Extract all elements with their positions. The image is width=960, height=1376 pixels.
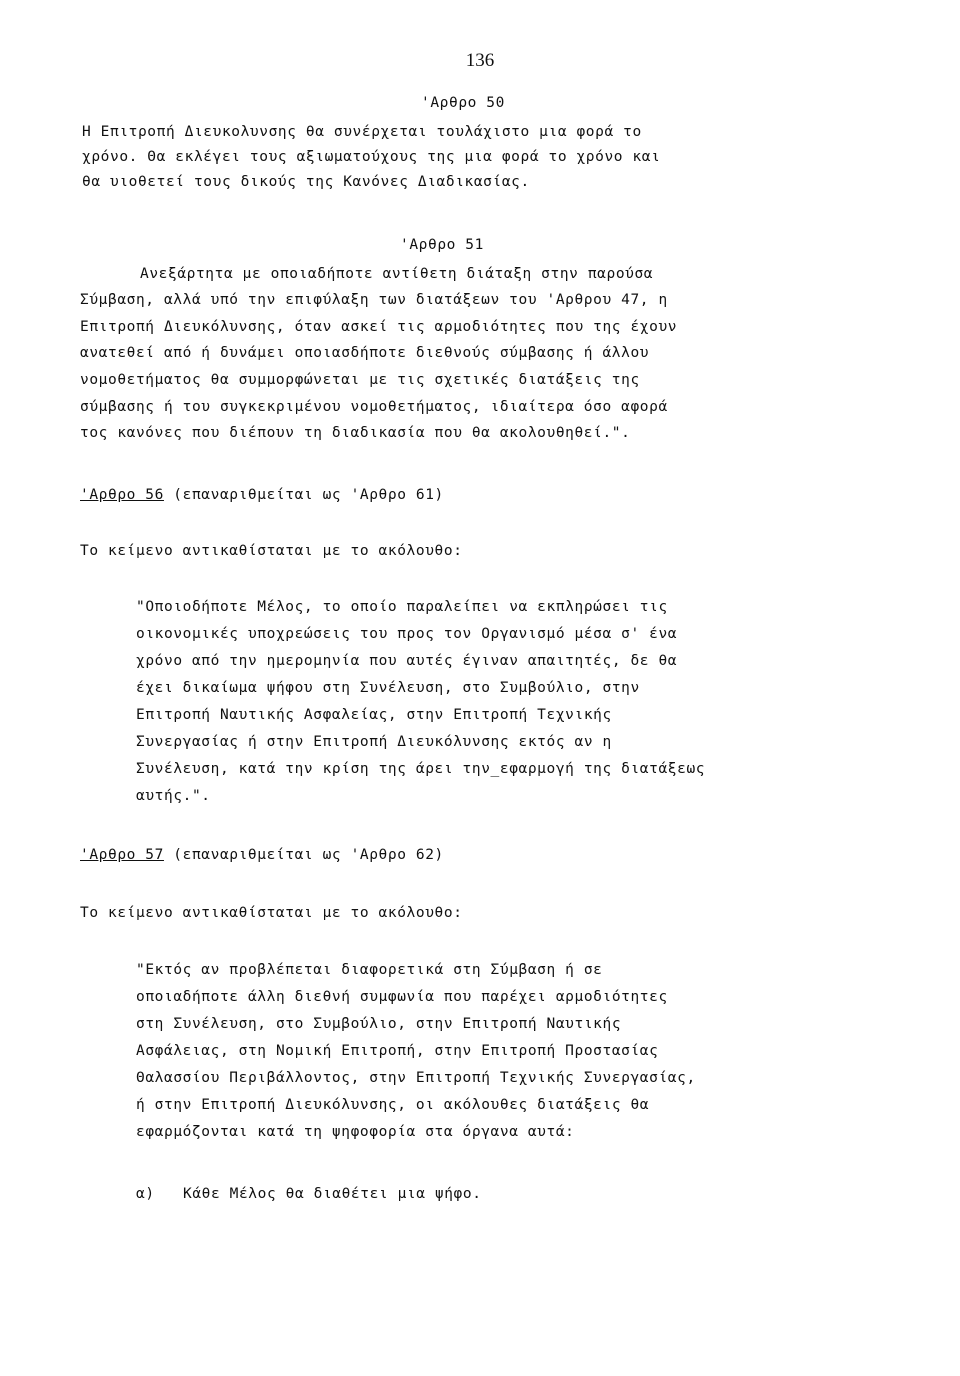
article-51-line: Επιτροπή Διευκόλυνσης, όταν ασκεί τις αρμοδιότητες που της έχουν (80, 319, 678, 335)
article-57-line: "Εκτός αν προβλέπεται διαφορετικά στη Σύμβαση ή σε (136, 962, 603, 978)
article-51-line: ανατεθεί από ή δυνάμει οποιασδήποτε διεθνούς σύμβασης ή άλλου (80, 345, 650, 361)
article-57-heading-rest: (επαναριθμείται ως 'Αρθρο 62) (163, 847, 444, 863)
article-56-line: Επιτροπή Ναυτικής Ασφαλείας, στην Επιτροπή Τεχνικής (136, 707, 612, 723)
article-57-line: Θαλασσίου Περιβάλλοντος, στην Επιτροπή Τεχνικής Συνεργασίας, (136, 1070, 696, 1086)
article-56-line: χρόνο από την ημερομηνία που αυτές έγιναν απαιτητές, δε θα (136, 653, 678, 669)
article-51-line: τος κανόνες που διέπουν τη διαδικασία που θα ακολουθηθεί.". (80, 425, 631, 441)
article-50-line: Η Επιτροπή Διευκολυνσης θα συνέρχεται τουλάχιστο μια φορά το (82, 124, 642, 140)
article-57-heading-label: 'Αρθρο 57 (80, 847, 164, 863)
article-57-line: ή στην Επιτροπή Διευκόλυνσης, οι ακόλουθες διατάξεις θα (136, 1097, 650, 1113)
article-57-line: Ασφάλειας, στη Νομική Επιτροπή, στην Επιτροπή Προστασίας (136, 1043, 659, 1059)
page-number: 136 (465, 50, 495, 71)
article-57-line: στη Συνέλευση, στο Συμβούλιο, στην Επιτροπή Ναυτικής (136, 1016, 622, 1032)
article-57-line: εφαρμόζονται κατά τη ψηφοφορία στα όργανα αυτά: (136, 1124, 575, 1140)
article-56-line: Συνεργασίας ή στην Επιτροπή Διευκόλυνσης εκτός αν η (136, 734, 612, 750)
article-57-heading (80, 845, 444, 865)
article-51-line: Ανεξάρτητα με οποιαδήποτε αντίθετη διάταξη στην παρούσα (140, 266, 654, 282)
article-57-item-a-text: Κάθε Μέλος θα διαθέτει μια ψήφο. (183, 1186, 482, 1202)
article-56-line: Συνέλευση, κατά την κρίση της άρει την_εφαρμογή της διατάξεως (136, 761, 706, 777)
article-56-line: έχει δικαίωμα ψήφου στη Συνέλευση, στο Συμβούλιο, στην (136, 680, 640, 696)
article-57-item-a-marker: α) (136, 1186, 155, 1202)
article-57-intro: Το κείμενο αντικαθίσταται με το ακόλουθο: (80, 905, 463, 921)
article-57-line: οποιαδήποτε άλλη διεθνή συμφωνία που παρέχει αρμοδιότητες (136, 989, 668, 1005)
article-56-heading (80, 485, 444, 505)
article-56-line: οικονομικές υποχρεώσεις του προς τον Οργανισμό μέσα σ' ένα (136, 626, 678, 642)
article-56-line: "Οποιοδήποτε Μέλος, το οποίο παραλείπει να εκπληρώσει τις (136, 599, 668, 615)
article-50-heading: 'Αρθρο 50 (421, 95, 505, 111)
article-56-intro: Το κείμενο αντικαθίσταται με το ακόλουθο: (80, 543, 463, 559)
article-50-line: θα υιοθετεί τους δικούς της Κανόνες Διαδικασίας. (82, 174, 530, 190)
article-51-heading: 'Αρθρο 51 (400, 237, 484, 253)
article-51-line: Σύμβαση, αλλά υπό την επιφύλαξη των διατάξεων του 'Αρθρου 47, η (80, 292, 668, 308)
article-50-line: χρόνο. Θα εκλέγει τους αξιωματούχους της μια φορά το χρόνο και (82, 149, 661, 165)
article-56-heading-rest: (επαναριθμείται ως 'Αρθρο 61) (163, 487, 444, 503)
article-56-line: αυτής.". (136, 788, 211, 804)
article-51-line: σύμβασης ή του συγκεκριμένου νομοθετήματος, ιδιαίτερα όσο αφορά (80, 399, 668, 415)
article-51-line: νομοθετήματος θα συμμορφώνεται με τις σχετικές διατάξεις της (80, 372, 640, 388)
article-56-heading-label: 'Αρθρο 56 (80, 487, 164, 503)
